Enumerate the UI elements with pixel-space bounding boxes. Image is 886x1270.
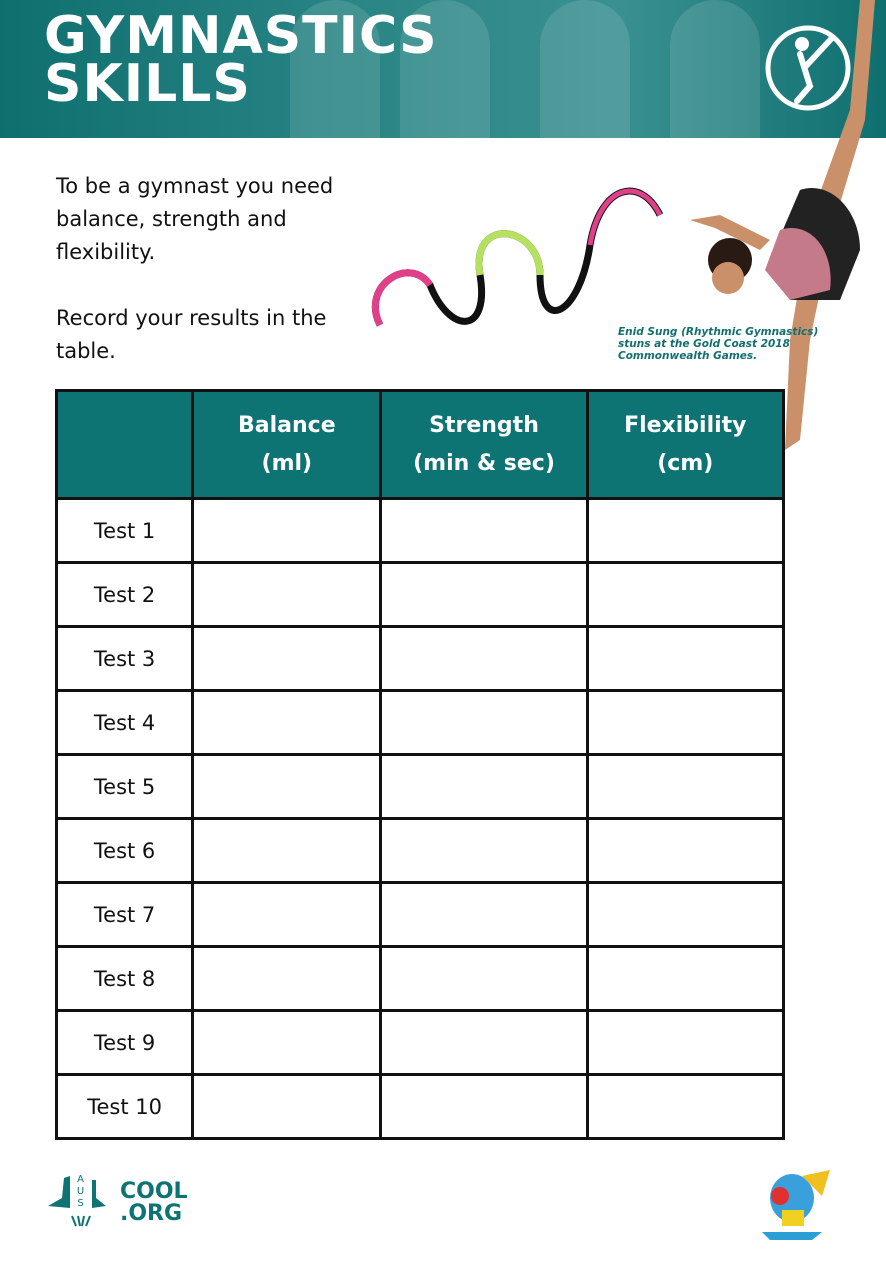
balance-result-cell[interactable]	[193, 691, 381, 755]
balance-result-cell[interactable]	[193, 819, 381, 883]
table-row	[57, 1075, 784, 1139]
mascot-illustration	[752, 1166, 832, 1242]
balance-result-cell[interactable]	[193, 499, 381, 563]
row-label: Test 10	[57, 1075, 193, 1139]
row-label: Test 6	[57, 819, 193, 883]
table-row	[57, 1011, 784, 1075]
table-row	[57, 883, 784, 947]
strength-result-cell[interactable]	[381, 1011, 587, 1075]
row-label: Test 4	[57, 691, 193, 755]
row-label: Test 5	[57, 755, 193, 819]
athlete-photo	[540, 0, 630, 138]
balance-result-cell[interactable]	[193, 1011, 381, 1075]
header-label: Strength	[429, 412, 539, 438]
strength-result-cell[interactable]	[381, 499, 587, 563]
gymnastics-logo	[762, 16, 854, 116]
instruction-paragraph: Record your results in the table.	[56, 306, 327, 363]
header-label: Flexibility	[624, 412, 747, 438]
intro-text	[56, 170, 376, 368]
table-row	[57, 563, 784, 627]
strength-result-cell[interactable]	[381, 691, 587, 755]
flexibility-result-cell[interactable]	[587, 499, 783, 563]
row-label: Test 1	[57, 499, 193, 563]
balance-result-cell[interactable]	[193, 755, 381, 819]
header-balance	[193, 391, 381, 499]
photo-caption	[618, 326, 818, 362]
header-flexibility	[587, 391, 783, 499]
strength-result-cell[interactable]	[381, 563, 587, 627]
table-row	[57, 947, 784, 1011]
strength-result-cell[interactable]	[381, 1075, 587, 1139]
strength-result-cell[interactable]	[381, 883, 587, 947]
table-row	[57, 627, 784, 691]
flexibility-result-cell[interactable]	[587, 563, 783, 627]
flexibility-result-cell[interactable]	[587, 1075, 783, 1139]
row-label: Test 2	[57, 563, 193, 627]
page-title	[44, 6, 438, 114]
header-label: Balance	[237, 412, 336, 438]
row-label: Test 3	[57, 627, 193, 691]
header-strength	[381, 391, 587, 499]
row-label: Test 7	[57, 883, 193, 947]
flexibility-result-cell[interactable]	[587, 947, 783, 1011]
table-row	[57, 499, 784, 563]
table-row	[57, 819, 784, 883]
header-empty	[57, 391, 193, 499]
table-row	[57, 755, 784, 819]
header-unit: (min & sec)	[413, 450, 555, 476]
strength-result-cell[interactable]	[381, 947, 587, 1011]
flexibility-result-cell[interactable]	[587, 691, 783, 755]
balance-result-cell[interactable]	[193, 1075, 381, 1139]
caption-line: Commonwealth Games.	[618, 350, 758, 362]
header-unit: (ml)	[261, 450, 313, 476]
flexibility-result-cell[interactable]	[587, 819, 783, 883]
balance-result-cell[interactable]	[193, 627, 381, 691]
brand-line-2: .ORG	[120, 1201, 183, 1226]
results-table	[55, 389, 785, 1140]
flexibility-result-cell[interactable]	[587, 755, 783, 819]
balance-result-cell[interactable]	[193, 947, 381, 1011]
row-label: Test 9	[57, 1011, 193, 1075]
strength-result-cell[interactable]	[381, 627, 587, 691]
title-line-1: GYMNASTICS	[44, 6, 438, 66]
cool-org-logo	[42, 1168, 192, 1230]
caption-line: Enid Sung (Rhythmic Gymnastics)	[618, 326, 819, 338]
aus-kangaroo-emu-icon	[42, 1168, 192, 1230]
balance-result-cell[interactable]	[193, 563, 381, 627]
table-row	[57, 691, 784, 755]
title-line-2: SKILLS	[44, 54, 251, 114]
flexibility-result-cell[interactable]	[587, 1011, 783, 1075]
strength-result-cell[interactable]	[381, 755, 587, 819]
balance-result-cell[interactable]	[193, 883, 381, 947]
brand-line-1: COOL	[120, 1179, 188, 1204]
flexibility-result-cell[interactable]	[587, 627, 783, 691]
table-header-row	[57, 391, 784, 499]
flexibility-result-cell[interactable]	[587, 883, 783, 947]
header-unit: (cm)	[657, 450, 714, 476]
intro-paragraph: To be a gymnast you need balance, strength and flexibility.	[56, 174, 334, 264]
caption-line: stuns at the Gold Coast 2018	[618, 338, 790, 350]
row-label: Test 8	[57, 947, 193, 1011]
strength-result-cell[interactable]	[381, 819, 587, 883]
aus-letters: AUS	[75, 1174, 86, 1210]
